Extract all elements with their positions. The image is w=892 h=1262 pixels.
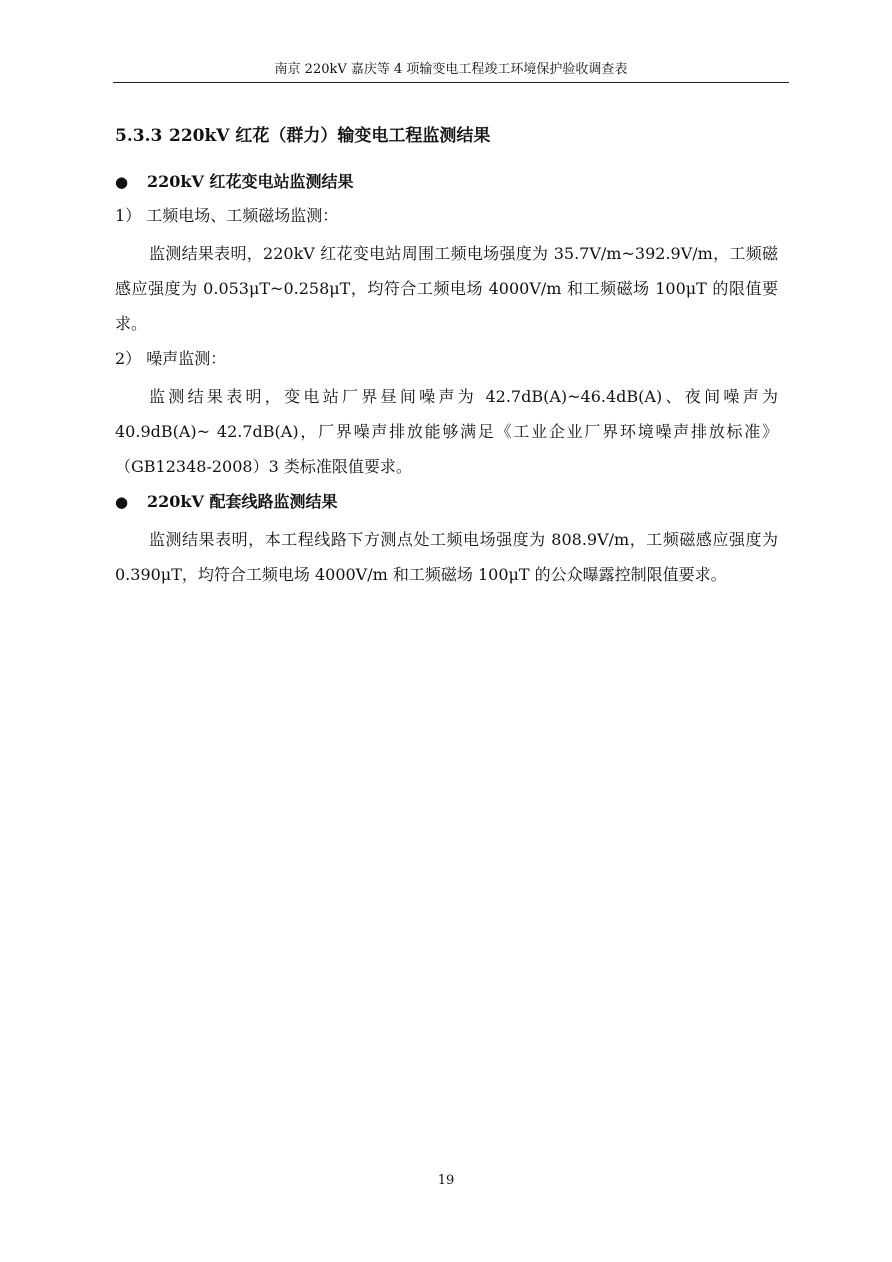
line-heading-text: 220kV 配套线路监测结果 [147,492,338,511]
item1-paragraph: 监测结果表明，220kV 红花变电站周围工频电场强度为 35.7V/m~392.9V/m，工频磁感应强度为 0.053μT~0.258μT，均符合工频电场 4000V/m 和工频磁场 100μT 的限值要求。 [115,244,778,333]
section-heading [115,122,778,150]
item2-paragraph: 监测结果表明，变电站厂界昼间噪声为 42.7dB(A)~46.4dB(A)、夜间噪声为 40.9dB(A)~ 42.7dB(A)，厂界噪声排放能够满足《工业企业厂界环境噪声排放标准》（GB12348-2008）3 类标准限值要求。 [115,387,778,476]
line-paragraph: 监测结果表明，本工程线路下方测点处工频电场强度为 808.9V/m，工频磁感应强度为 0.390μT，均符合工频电场 4000V/m 和工频磁场 100μT 的公众曝露控制限值要求。 [115,530,778,584]
bullet-icon: ● [115,173,129,191]
page-header: 南京 220kV 嘉庆等 4 项输变电工程竣工环境保护验收调查表 [274,62,628,77]
page-number: 19 [437,1173,455,1188]
page-content [115,122,778,592]
section-title: 220kV 红花（群力）输变电工程监测结果 [169,126,491,146]
bullet-icon: ● [115,493,129,511]
header-rule [113,82,789,83]
item1-label: 1） 工频电场、工频磁场监测： [115,206,339,225]
substation-heading-text: 220kV 红花变电站监测结果 [147,172,354,191]
section-number: 5.3.3 [115,126,163,146]
substation-heading [115,168,778,196]
line-heading [115,488,778,516]
item2-label: 2） 噪声监测： [115,349,227,368]
